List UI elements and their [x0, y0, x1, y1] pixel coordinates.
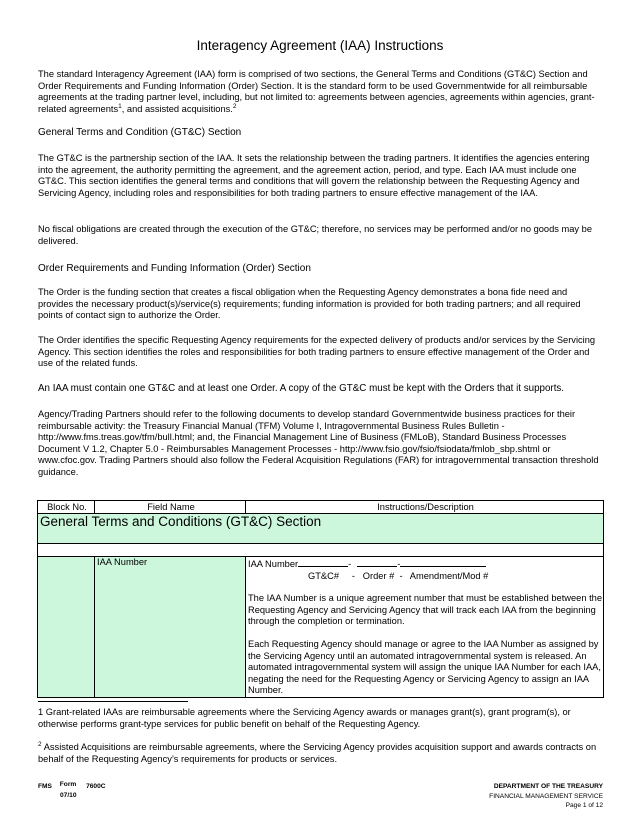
- instructions-table: [37, 500, 604, 698]
- form-date: 07/10: [60, 792, 77, 799]
- instructions-cell: [246, 557, 604, 698]
- header-field-name: Field Name: [95, 501, 246, 514]
- header-block-no: Block No.: [38, 501, 95, 514]
- footnote-divider: [38, 701, 188, 702]
- format-separator-2: -: [397, 559, 401, 569]
- must-contain-statement: An IAA must contain one GT&C and at least one Order. A copy of the GT&C must be kept with the Orders that it supports.: [38, 383, 565, 394]
- table-row: [38, 557, 604, 698]
- form-number: 7600C: [86, 783, 106, 790]
- block-no-cell: [38, 557, 95, 698]
- form-label: Form: [59, 781, 77, 788]
- department-name: DEPARTMENT OF THE TREASURY: [493, 783, 603, 790]
- header-instructions: Instructions/Description: [246, 501, 604, 514]
- order-heading: Order Requirements and Funding Information (Order) Section: [38, 263, 311, 274]
- spacer-cell: [38, 544, 604, 557]
- iaa-number-format-parts: GT&C# - Order # - Amendment/Mod #: [308, 570, 489, 581]
- gtc-paragraph-1: The GT&C is the partnership section of the IAA. It sets the relationship between the trading partners. It identifies the agencies entering into the agreement, the authority permitting the agreement, and the agreement action, period, and type. Each IAA must include one GT&C. This section identifies the general terms and conditions that will govern the relationship between the Requesting Agency and Servicing Agency, including roles and responsibilities for both trading partners to ensure effective management of the IAA.: [38, 153, 590, 198]
- table-header-row: [38, 501, 604, 514]
- gtc-paragraph-2: No fiscal obligations are created through the execution of the GT&C; therefore, no services may be performed and/or no goods may be delivered.: [38, 224, 592, 246]
- agency-footer: [489, 782, 603, 811]
- order-number-blank: [357, 557, 397, 567]
- service-name: FINANCIAL MANAGEMENT SERVICE: [489, 792, 603, 800]
- gtc-heading: General Terms and Condition (GT&C) Section: [38, 127, 242, 138]
- form-id-block: [38, 782, 106, 800]
- intro-paragraph: [38, 69, 603, 115]
- fms-label: FMS: [38, 783, 52, 790]
- gtc-number-blank: [298, 557, 348, 567]
- spacer-row: [38, 544, 604, 557]
- iaa-number-format-label: IAA Number: [248, 559, 299, 569]
- section-title-row: [38, 514, 604, 544]
- footnote-ref-2[interactable]: 2: [232, 102, 237, 110]
- iaa-number-format-line: [248, 557, 603, 571]
- footnote-1: 1 Grant-related IAAs are reimbursable agreements where the Servicing Agency awards or manages grant(s), grant program(s), or otherwise performs grant-type services for public benefit on behalf of the Requesting Agency.: [38, 707, 571, 729]
- footnote-2: [38, 742, 603, 765]
- order-paragraph-2: The Order identifies the specific Requesting Agency requirements for the expected delivery of products and/or services by the Servicing Agency. This section identifies the roles and responsibilities for both trading partners to ensure effective management of the Order and use of the related funds.: [38, 335, 596, 369]
- section-title: General Terms and Conditions (GT&C) Section: [38, 514, 604, 544]
- format-separator-1: -: [348, 559, 352, 569]
- page-number: Page 1 of 12: [565, 802, 603, 809]
- iaa-number-description-1: The IAA Number is a unique agreement number that must be established between the Requesting Agency and Servicing Agency that will track each IAA from the beginning through the completion or termination.: [248, 593, 603, 627]
- intro-middle: , and assisted acquisitions.: [121, 103, 233, 114]
- footnote-ref-1[interactable]: 1: [118, 102, 122, 110]
- page-title: Interagency Agreement (IAA) Instructions: [196, 38, 444, 53]
- field-name-cell: IAA Number: [95, 557, 246, 698]
- footnote-2-text: Assisted Acquisitions are reimbursable agreements, where the Servicing Agency provides acquisition support and awards contracts on behalf of the Requesting Agency’s requirements for products or services.: [38, 742, 597, 764]
- footnote-2-mark: 2: [38, 740, 42, 748]
- intro-text: The standard Interagency Agreement (IAA) form is comprised of two sections, the General Terms and Conditions (GT&C) Section and Order Requirements and Funding Information (Order) Section. It is the standard form to be used Governmentwide for all reimbursable agreements at the trading partner level, including, but not limited to: agreements between agencies, agreements within agencies, grant-related agreements: [38, 69, 595, 114]
- order-paragraph-1: The Order is the funding section that creates a fiscal obligation when the Requesting Agency demonstrates a bona fide need and provides the necessary product(s)/service(s) requirements; funding information is provided for both trading partners; and all required points of contact sign to authorize the Order.: [38, 287, 581, 321]
- amendment-number-blank: [400, 557, 486, 567]
- iaa-number-description-2: Each Requesting Agency should manage or agree to the IAA Number as assigned by the Servicing Agency until an automated intragovernmental system is released. An automated intragovernmental system will assign the unique IAA Number for each IAA, negating the need for the Requesting Agency or Servicing Agency to assign an IAA Number.: [248, 638, 601, 696]
- references-paragraph: Agency/Trading Partners should refer to the following documents to develop standard Governmentwide business practices for their reimbursable activity: the Treasury Financial Manual (TFM) Volume I, Intragovernmental Business Rules Bulletin - http://www.fms.treas.gov/tfm/bull.html; and, the Financial Management Line of Business (FMLoB), Standard Business Processes Document V 1.2, Chapter 5.0 - Reimbursables Management Processes - http://www.fsio.gov/fsio/fsiodata/fmlob_sbp.shtml or www.cfoc.gov. Trading Partners should also follow the Federal Acquisition Regulations (FAR) for intragovernmental transaction threshold guidance.: [38, 409, 599, 477]
